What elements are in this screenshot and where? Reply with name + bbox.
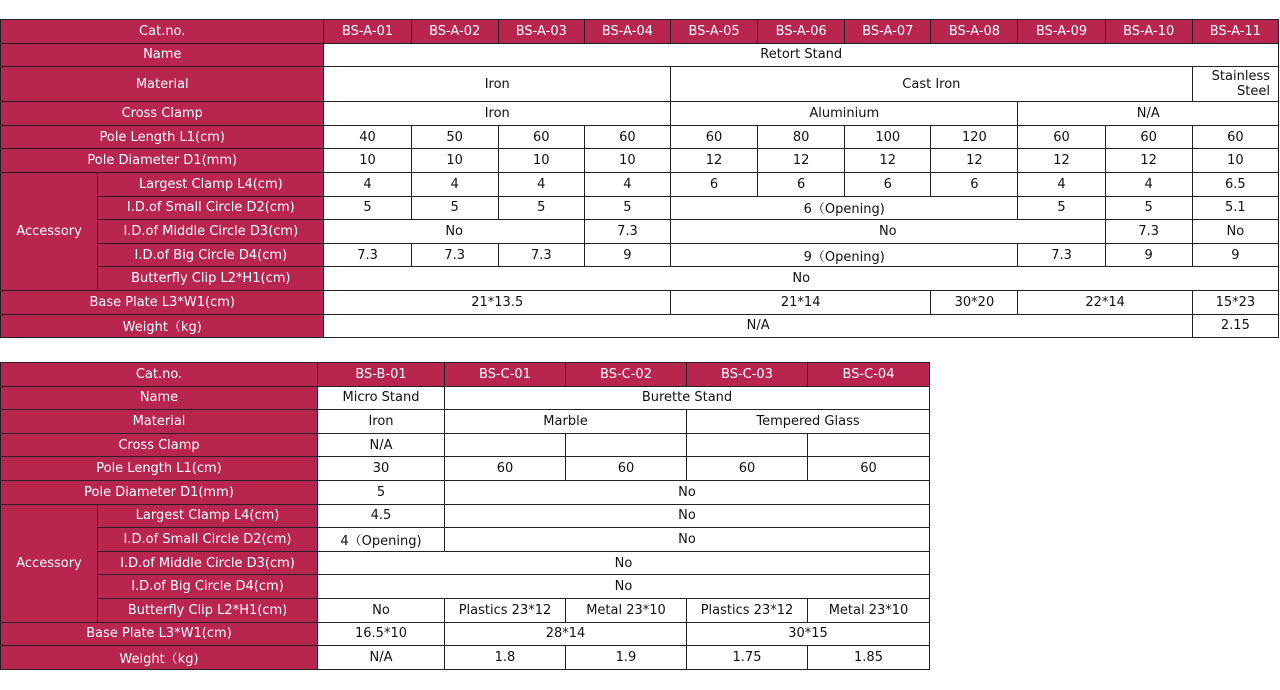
table-cell: No xyxy=(1192,220,1278,244)
pole-length-row xyxy=(1,125,1279,149)
accessory-label: Accessory xyxy=(1,172,98,290)
table-cell: Aluminium xyxy=(670,102,1018,126)
row-label: Base Plate L3*W1(cm) xyxy=(1,622,318,646)
row-label: Pole Diameter D1(mm) xyxy=(1,480,318,504)
catno-label: Cat.no. xyxy=(1,20,324,44)
middle-circle-row xyxy=(1,551,930,575)
table-cell: 6.5 xyxy=(1192,172,1278,196)
table-cell: Micro Stand xyxy=(318,386,445,410)
table-cell xyxy=(808,433,930,457)
table-cell: 4 xyxy=(1105,172,1192,196)
catno-cell: BS-A-04 xyxy=(584,20,670,44)
catno-cell: BS-A-02 xyxy=(411,20,498,44)
butterfly-clip-row xyxy=(1,267,1279,291)
table-cell: No xyxy=(445,480,930,504)
table-cell: 60 xyxy=(687,457,808,481)
small-circle-row xyxy=(1,196,1279,220)
largest-clamp-row xyxy=(1,504,930,528)
table-cell: 40 xyxy=(324,125,411,149)
material-row xyxy=(1,67,1279,102)
catno-cell: BS-B-01 xyxy=(318,363,445,387)
table-cell: 7.3 xyxy=(584,220,670,244)
table-cell: 5 xyxy=(498,196,584,220)
table-cell: 22*14 xyxy=(1018,290,1192,314)
row-label: I.D.of Small Circle D2(cm) xyxy=(98,196,324,220)
table-cell: 4（Opening) xyxy=(318,528,445,552)
accessory-label: Accessory xyxy=(1,504,98,622)
table-cell: 7.3 xyxy=(411,243,498,267)
table-cell: 30*20 xyxy=(931,290,1018,314)
table-cell: N/A xyxy=(324,314,1192,338)
row-label: Butterfly Clip L2*H1(cm) xyxy=(98,267,324,291)
row-label: Pole Length L1(cm) xyxy=(1,457,318,481)
catno-cell: BS-A-10 xyxy=(1105,20,1192,44)
table-cell: 10 xyxy=(1192,149,1278,173)
table-cell: 9 xyxy=(584,243,670,267)
base-plate-row xyxy=(1,290,1279,314)
table-cell: No xyxy=(445,528,930,552)
catno-cell: BS-C-02 xyxy=(566,363,687,387)
table-cell: 4 xyxy=(1018,172,1105,196)
row-label: I.D.of Middle Circle D3(cm) xyxy=(98,220,324,244)
table-cell: Stainless Steel xyxy=(1192,67,1278,102)
table-cell: No xyxy=(318,575,930,599)
row-label: I.D.of Big Circle D4(cm) xyxy=(98,243,324,267)
table-cell: No xyxy=(324,220,584,244)
spec-table-retort-stand xyxy=(0,19,1279,338)
table-cell: 12 xyxy=(670,149,757,173)
row-label: Name xyxy=(1,386,318,410)
table-cell: Iron xyxy=(324,67,671,102)
table-cell xyxy=(445,433,566,457)
table-cell: 5 xyxy=(1105,196,1192,220)
catno-cell: BS-A-06 xyxy=(758,20,845,44)
pole-diameter-row xyxy=(1,149,1279,173)
catno-cell: BS-C-04 xyxy=(808,363,930,387)
table-cell: 12 xyxy=(758,149,845,173)
row-label: Material xyxy=(1,67,324,102)
table-cell: 15*23 xyxy=(1192,290,1278,314)
table-cell xyxy=(566,433,687,457)
table-cell: 1.9 xyxy=(566,646,687,670)
table-cell: N/A xyxy=(318,433,445,457)
row-label: Pole Length L1(cm) xyxy=(1,125,324,149)
row-label: Material xyxy=(1,410,318,434)
row-label: Largest Clamp L4(cm) xyxy=(98,172,324,196)
small-circle-row xyxy=(1,528,930,552)
table-cell: Cast Iron xyxy=(670,67,1192,102)
table-cell: Burette Stand xyxy=(445,386,930,410)
table-cell: Iron xyxy=(324,102,671,126)
table-cell: No xyxy=(670,220,1105,244)
table-cell: 60 xyxy=(498,125,584,149)
table-cell: 5.1 xyxy=(1192,196,1278,220)
table-cell: No xyxy=(324,267,1279,291)
name-row xyxy=(1,43,1279,67)
catno-cell: BS-A-05 xyxy=(670,20,757,44)
catno-cell: BS-A-11 xyxy=(1192,20,1278,44)
spec-table-micro-burette-stand xyxy=(0,362,930,670)
table-cell: 12 xyxy=(1105,149,1192,173)
big-circle-row xyxy=(1,243,1279,267)
catno-cell: BS-C-03 xyxy=(687,363,808,387)
row-label: Weight（kg) xyxy=(1,314,324,338)
row-label: Weight（kg) xyxy=(1,646,318,670)
table-cell: 21*14 xyxy=(670,290,930,314)
table-cell: Tempered Glass xyxy=(687,410,930,434)
row-label: I.D.of Big Circle D4(cm) xyxy=(98,575,318,599)
table-cell: 30 xyxy=(318,457,445,481)
table-cell: 1.75 xyxy=(687,646,808,670)
row-label: Base Plate L3*W1(cm) xyxy=(1,290,324,314)
table-cell: 6（Opening) xyxy=(670,196,1018,220)
table-cell: 12 xyxy=(931,149,1018,173)
table-cell xyxy=(687,433,808,457)
table-cell: 6 xyxy=(758,172,845,196)
table-cell: No xyxy=(318,551,930,575)
pole-length-row xyxy=(1,457,930,481)
weight-row xyxy=(1,646,930,670)
catno-label: Cat.no. xyxy=(1,363,318,387)
row-label: Pole Diameter D1(mm) xyxy=(1,149,324,173)
table-cell: 1.85 xyxy=(808,646,930,670)
weight-row xyxy=(1,314,1279,338)
table-cell: 10 xyxy=(498,149,584,173)
table-cell: 80 xyxy=(758,125,845,149)
row-label: I.D.of Middle Circle D3(cm) xyxy=(98,551,318,575)
table-cell: 5 xyxy=(584,196,670,220)
table-cell: 1.8 xyxy=(445,646,566,670)
base-plate-row xyxy=(1,622,930,646)
table-cell: Iron xyxy=(318,410,445,434)
table-cell: No xyxy=(318,598,445,622)
table-cell: 5 xyxy=(1018,196,1105,220)
cross-clamp-row xyxy=(1,102,1279,126)
row-label: Cross Clamp xyxy=(1,433,318,457)
table-cell: 4 xyxy=(498,172,584,196)
table-cell: Retort Stand xyxy=(324,43,1279,67)
table-cell: 4 xyxy=(324,172,411,196)
table-cell: 6 xyxy=(845,172,931,196)
butterfly-clip-row xyxy=(1,598,930,622)
catno-cell: BS-A-03 xyxy=(498,20,584,44)
table-cell: 7.3 xyxy=(324,243,411,267)
table-cell: 10 xyxy=(324,149,411,173)
table-cell: 28*14 xyxy=(445,622,687,646)
table-cell: 7.3 xyxy=(1018,243,1105,267)
table-cell: 12 xyxy=(845,149,931,173)
cross-clamp-row xyxy=(1,433,930,457)
row-label: I.D.of Small Circle D2(cm) xyxy=(98,528,318,552)
table-cell: 100 xyxy=(845,125,931,149)
table-cell: 5 xyxy=(324,196,411,220)
largest-clamp-row xyxy=(1,172,1279,196)
table-cell: 10 xyxy=(584,149,670,173)
table-cell: 120 xyxy=(931,125,1018,149)
table-cell: 5 xyxy=(411,196,498,220)
name-row xyxy=(1,386,930,410)
table-cell: 60 xyxy=(1192,125,1278,149)
catno-cell: BS-A-07 xyxy=(845,20,931,44)
table-cell: 21*13.5 xyxy=(324,290,671,314)
table-cell: No xyxy=(445,504,930,528)
table-cell: 2.15 xyxy=(1192,314,1278,338)
table-cell: 6 xyxy=(931,172,1018,196)
table-cell: N/A xyxy=(318,646,445,670)
table-cell: 7.3 xyxy=(498,243,584,267)
table-cell: Metal 23*10 xyxy=(808,598,930,622)
table-cell: 60 xyxy=(1105,125,1192,149)
table-cell: 7.3 xyxy=(1105,220,1192,244)
material-row xyxy=(1,410,930,434)
table-cell: Plastics 23*12 xyxy=(687,598,808,622)
catno-cell: BS-A-01 xyxy=(324,20,411,44)
catno-cell: BS-C-01 xyxy=(445,363,566,387)
table-cell: 4 xyxy=(411,172,498,196)
table-cell: Metal 23*10 xyxy=(566,598,687,622)
middle-circle-row xyxy=(1,220,1279,244)
table-cell: 4.5 xyxy=(318,504,445,528)
table-cell: 6 xyxy=(670,172,757,196)
catno-cell: BS-A-08 xyxy=(931,20,1018,44)
table-cell: 60 xyxy=(566,457,687,481)
table-cell: N/A xyxy=(1018,102,1279,126)
table-cell: 9 xyxy=(1192,243,1278,267)
table-cell: 16.5*10 xyxy=(318,622,445,646)
table-cell: 12 xyxy=(1018,149,1105,173)
row-label: Butterfly Clip L2*H1(cm) xyxy=(98,598,318,622)
table-cell: 9 xyxy=(1105,243,1192,267)
table-cell: Marble xyxy=(445,410,687,434)
table-cell: 50 xyxy=(411,125,498,149)
table-cell: 60 xyxy=(1018,125,1105,149)
table-cell: 4 xyxy=(584,172,670,196)
table-cell: Plastics 23*12 xyxy=(445,598,566,622)
row-label: Cross Clamp xyxy=(1,102,324,126)
table-cell: 5 xyxy=(318,480,445,504)
catno-row xyxy=(1,20,1279,44)
table-cell: 60 xyxy=(808,457,930,481)
table-cell: 60 xyxy=(445,457,566,481)
big-circle-row xyxy=(1,575,930,599)
row-label: Largest Clamp L4(cm) xyxy=(98,504,318,528)
catno-row xyxy=(1,363,930,387)
catno-cell: BS-A-09 xyxy=(1018,20,1105,44)
table-cell: 60 xyxy=(670,125,757,149)
table-cell: 30*15 xyxy=(687,622,930,646)
pole-diameter-row xyxy=(1,480,930,504)
table-cell: 9（Opening) xyxy=(670,243,1018,267)
table-cell: 10 xyxy=(411,149,498,173)
table-cell: 60 xyxy=(584,125,670,149)
row-label: Name xyxy=(1,43,324,67)
